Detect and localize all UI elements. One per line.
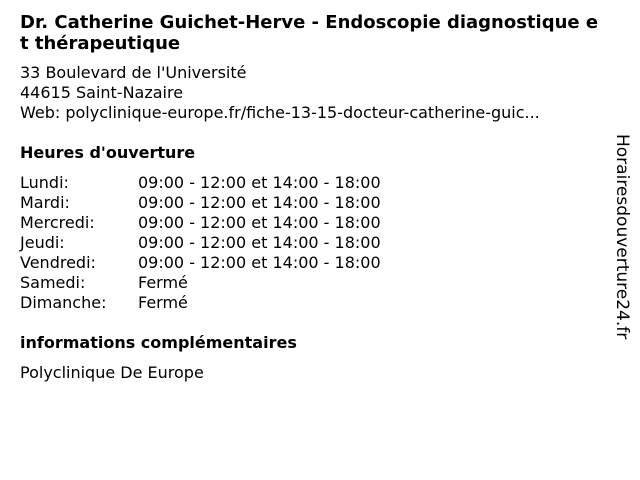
day-name: Mardi: (20, 193, 70, 212)
page-title: Dr. Catherine Guichet-Herve - Endoscopie diagnostique et thérapeutique (20, 12, 599, 54)
day-name: Lundi: (20, 173, 69, 192)
main-content (20, 12, 600, 383)
street-address: 33 Boulevard de l'Université (20, 63, 247, 82)
day-name: Jeudi: (20, 233, 65, 252)
site-brand-vertical: Horairesdouverture24.fr (612, 134, 632, 340)
info-heading: informations complémentaires (20, 333, 297, 352)
hours-row-vendredi (20, 253, 600, 273)
hours-heading: Heures d'ouverture (20, 143, 196, 162)
info-text: Polyclinique De Europe (20, 363, 204, 382)
day-hours: 09:00 - 12:00 et 14:00 - 18:00 (138, 253, 381, 272)
day-name: Dimanche: (20, 293, 107, 312)
hours-row-jeudi (20, 233, 600, 253)
hours-row-dimanche (20, 293, 600, 313)
address-block (20, 63, 600, 123)
opening-hours-table (20, 173, 600, 313)
day-hours: 09:00 - 12:00 et 14:00 - 18:00 (138, 193, 381, 212)
website-link[interactable]: Web: polyclinique-europe.fr/fiche-13-15-docteur-catherine-guic... (20, 103, 540, 122)
day-hours: 09:00 - 12:00 et 14:00 - 18:00 (138, 213, 381, 232)
day-hours: Fermé (138, 293, 188, 312)
hours-row-lundi (20, 173, 600, 193)
hours-row-samedi (20, 273, 600, 293)
city-address: 44615 Saint-Nazaire (20, 83, 184, 102)
day-name: Samedi: (20, 273, 86, 292)
day-name: Mercredi: (20, 213, 95, 232)
hours-row-mardi (20, 193, 600, 213)
day-hours: 09:00 - 12:00 et 14:00 - 18:00 (138, 233, 381, 252)
day-name: Vendredi: (20, 253, 96, 272)
day-hours: Fermé (138, 273, 188, 292)
hours-row-mercredi (20, 213, 600, 233)
day-hours: 09:00 - 12:00 et 14:00 - 18:00 (138, 173, 381, 192)
